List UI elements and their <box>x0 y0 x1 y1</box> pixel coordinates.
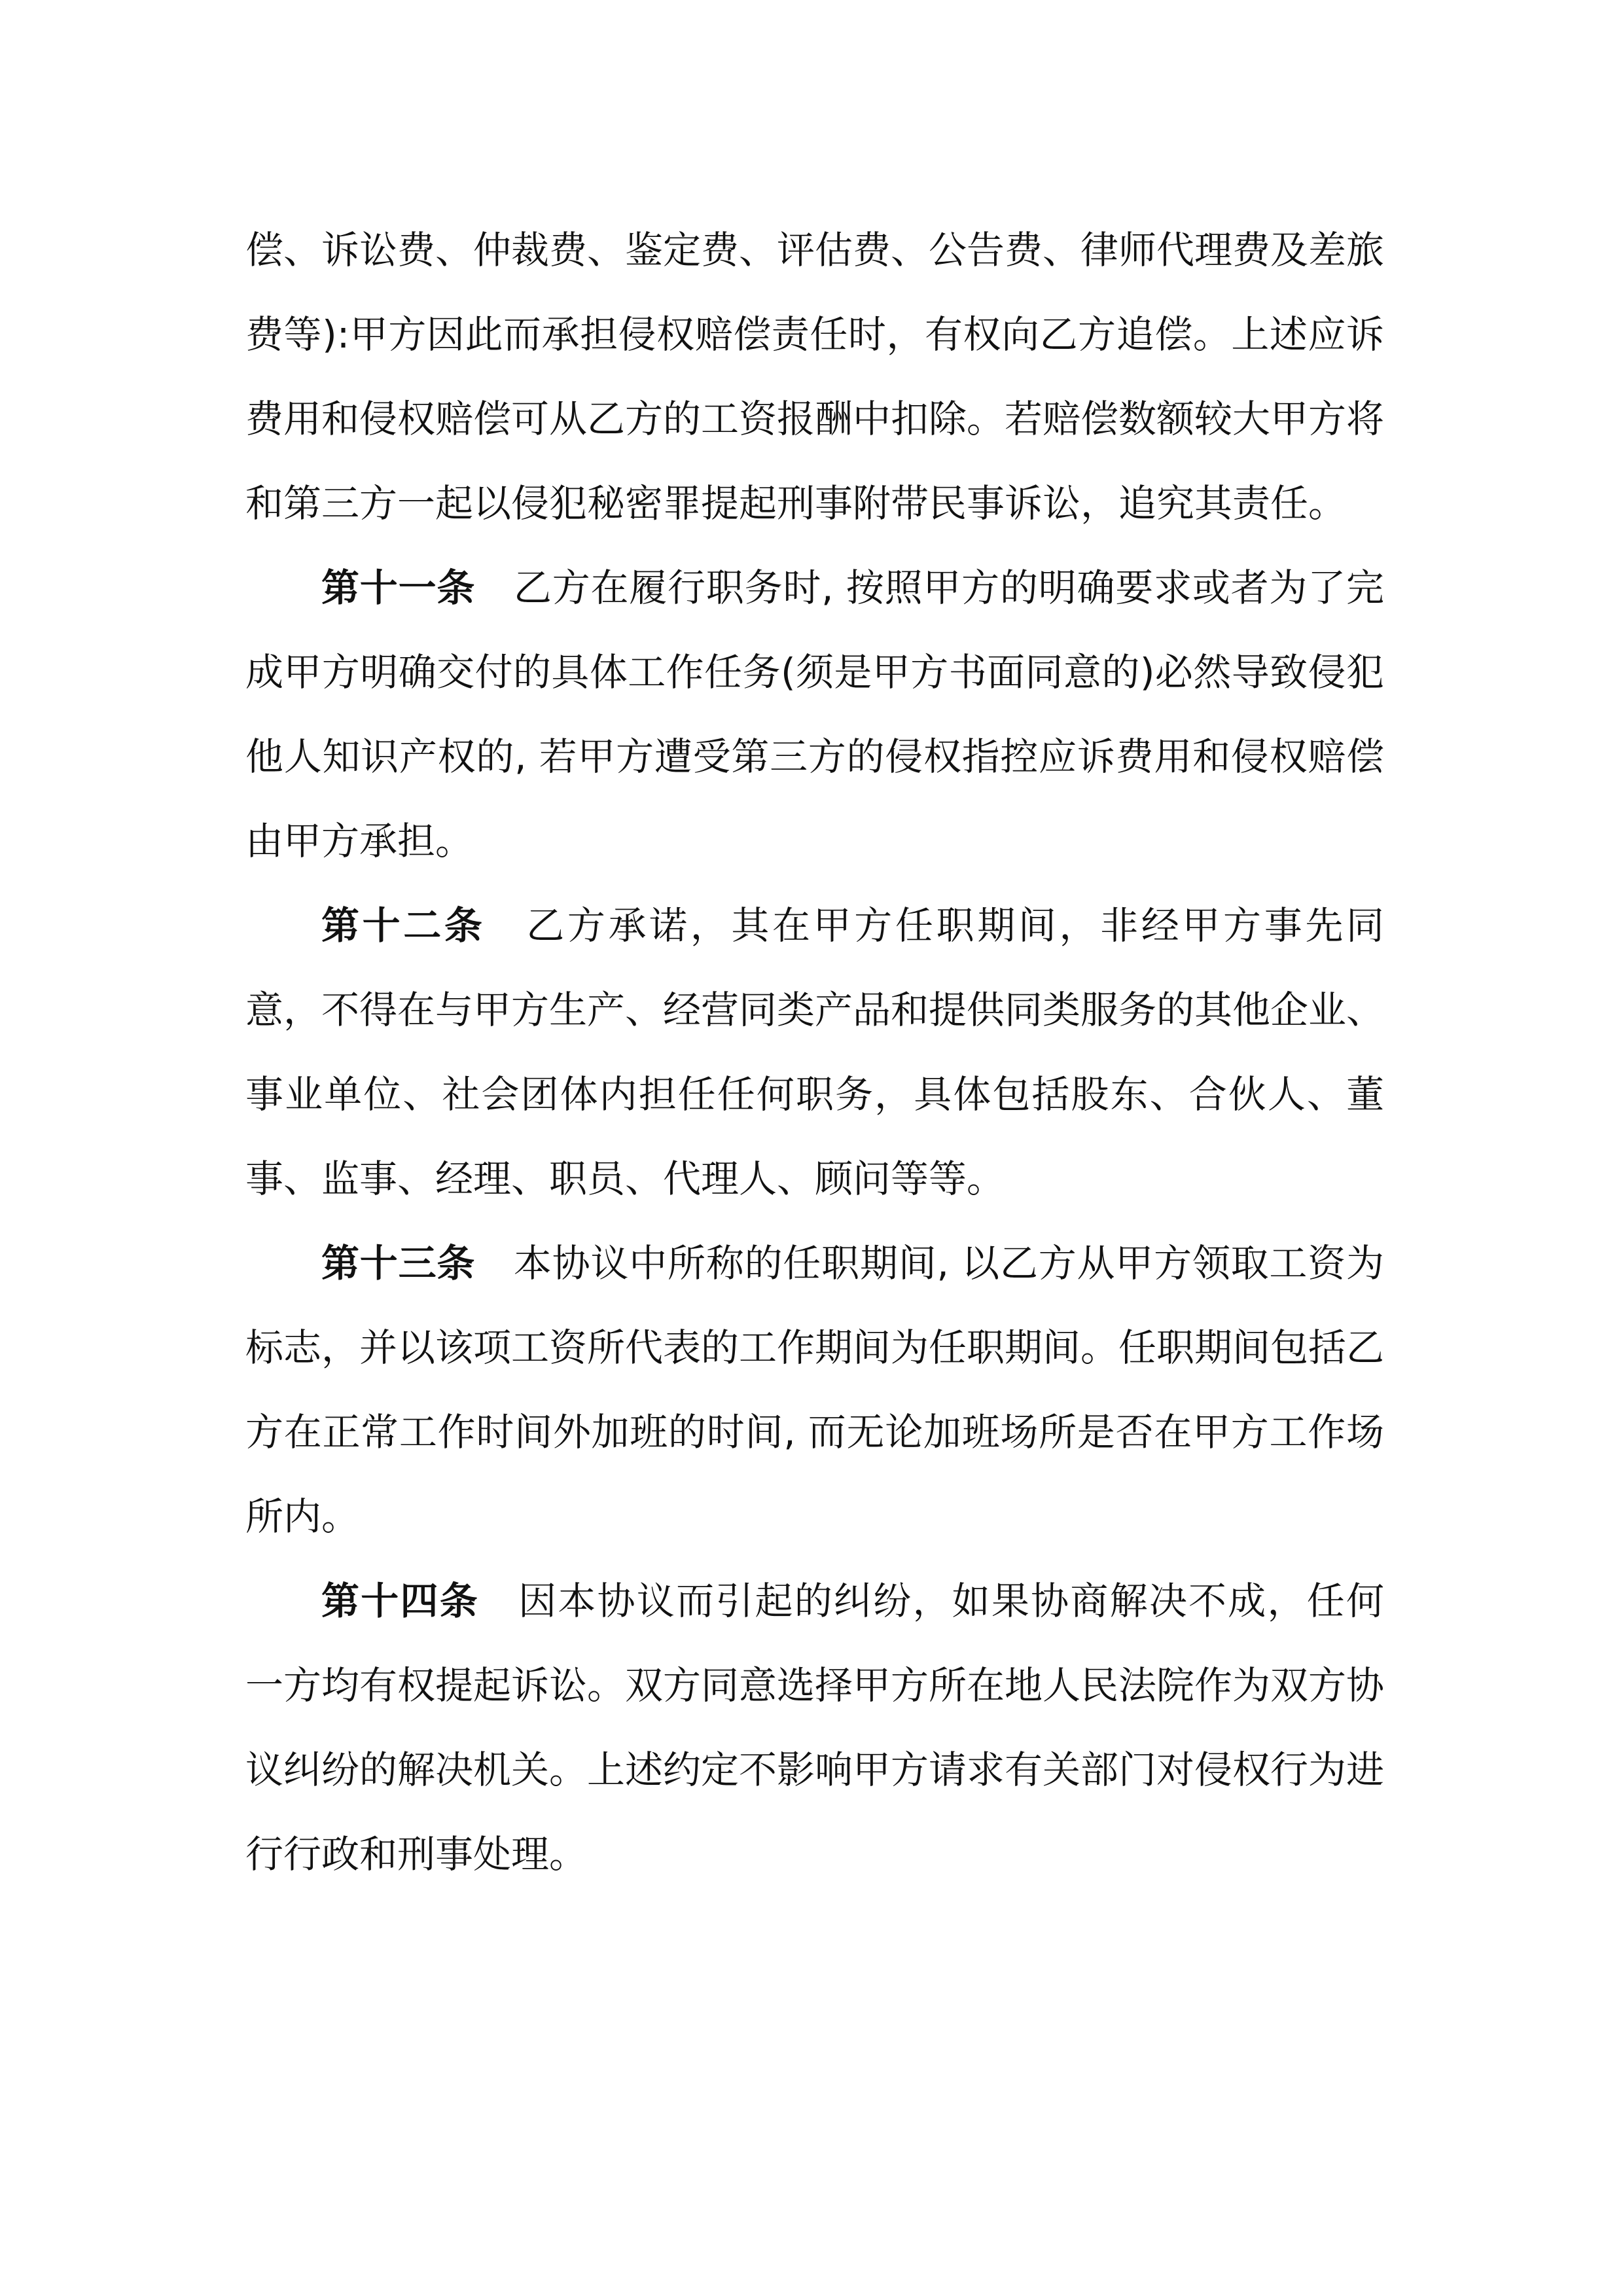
article-12 <box>245 884 1384 1221</box>
document-body <box>245 208 1384 1897</box>
article-text: 乙方在履行职务时, 按照甲方的明确要求或者为了完成甲方明确交付的具体工作任务(须是甲方书面同意的)必然导致侵犯他人知识产权的, 若甲方遭受第三方的侵权指控应诉费用和侵权赔偿由甲方承担。 <box>245 565 1384 863</box>
article-number: 第十四条 <box>321 1579 479 1623</box>
paragraph-continuation <box>245 208 1384 546</box>
article-number: 第十三条 <box>321 1241 476 1285</box>
article-11 <box>245 546 1384 884</box>
article-13 <box>245 1221 1384 1559</box>
article-number: 第十一条 <box>321 565 476 610</box>
article-number: 第十二条 <box>321 903 486 948</box>
article-14 <box>245 1559 1384 1897</box>
article-text: 本协议中所称的任职期间, 以乙方从甲方领取工资为标志，并以该项工资所代表的工作期间为任职期间。任职期间包括乙方在正常工作时间外加班的时间, 而无论加班场所是否在甲方工作场所内。 <box>245 1241 1385 1539</box>
paragraph-text: 偿、诉讼费、仲裁费、鉴定费、评估费、公告费、律师代理费及差旅费等):甲方因此而承担侵权赔偿责任时，有权向乙方追偿。上述应诉费用和侵权赔偿可从乙方的工资报酬中扣除。若赔偿数额较大甲方将和第三方一起以侵犯秘密罪提起刑事附带民事诉讼，追究其责任。 <box>245 228 1385 526</box>
article-text: 乙方承诺，其在甲方任职期间，非经甲方事先同意，不得在与甲方生产、经营同类产品和提供同类服务的其他企业、事业单位、社会团体内担任任何职务，具体包括股东、合伙人、董事、监事、经理、职员、代理人、顾问等等。 <box>245 903 1385 1201</box>
article-text: 因本协议而引起的纠纷，如果协商解决不成，任何一方均有权提起诉讼。双方同意选择甲方所在地人民法院作为双方协议纠纷的解决机关。上述约定不影响甲方请求有关部门对侵权行为进行行政和刑事处理。 <box>245 1579 1385 1876</box>
